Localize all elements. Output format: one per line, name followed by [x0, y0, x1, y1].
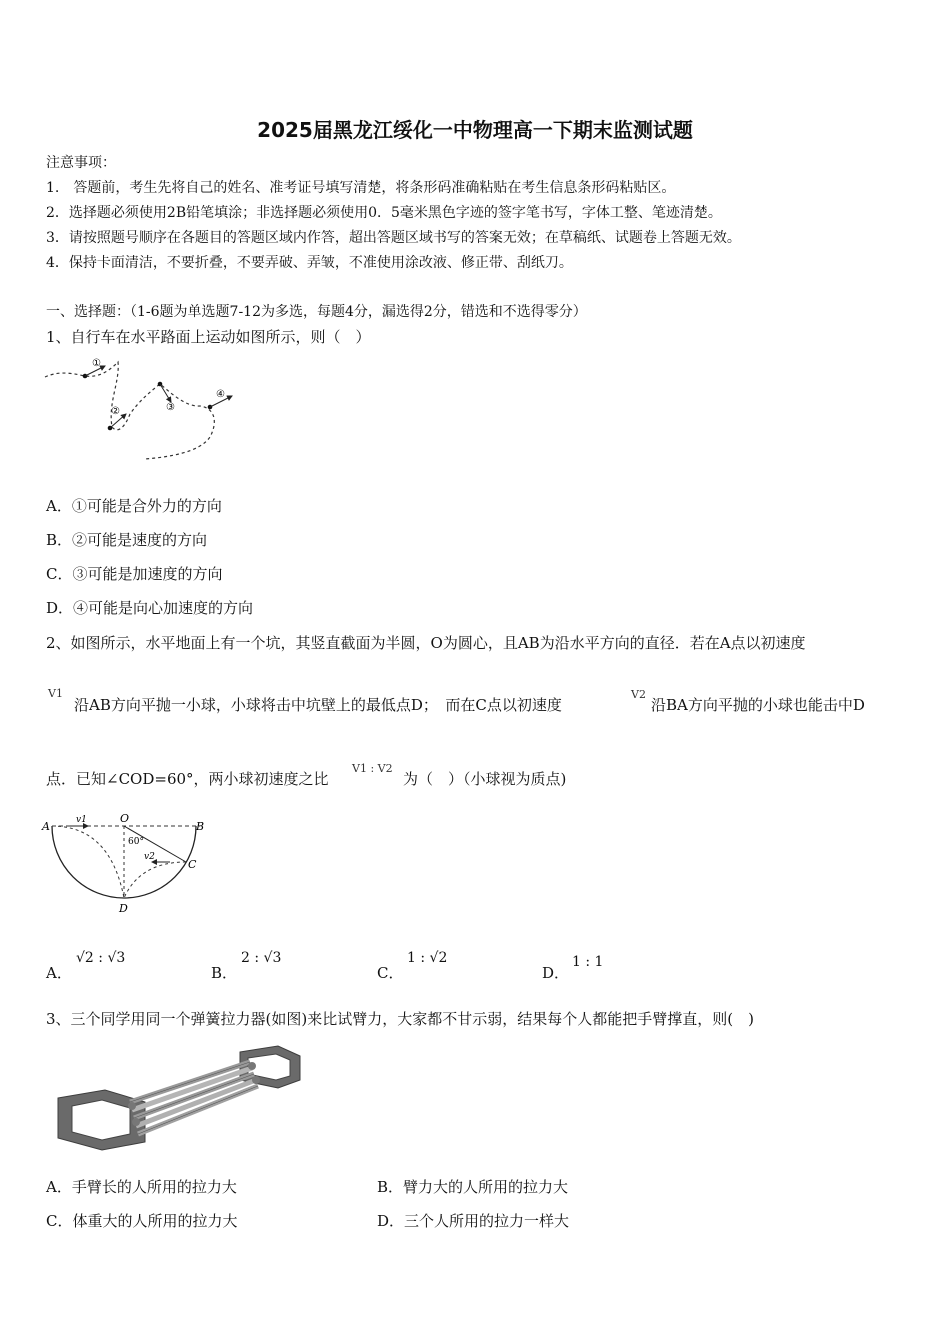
q1-option-d: D．④可能是向心加速度的方向	[46, 599, 254, 617]
q1-figure-bicycle-path	[40, 352, 250, 467]
q3-stem: 3、三个同学用同一个弹簧拉力器(如图)来比试臂力，大家都不甘示弱，结果每个人都能把手臂撑直，则( )	[46, 1010, 754, 1028]
q2-v2-symbol: V2	[631, 688, 646, 701]
q1-option-c: C．③可能是加速度的方向	[46, 565, 223, 583]
notice-item-4: 4．保持卡面清洁，不要折叠，不要弄破、弄皱，不准使用涂改液、修正带、刮纸刀。	[46, 255, 573, 271]
q2-line-3b: 为（ ）（小球视为质点)	[403, 770, 567, 788]
q2-label-v1: v1	[76, 815, 87, 825]
section-heading: 一、选择题：（1-6题为单选题7-12为多选，每题4分，漏选得2分，错选和不选得零分）	[46, 304, 587, 320]
q3-figure-spring-expander	[50, 1040, 310, 1155]
q2-option-d-letter: D．	[542, 964, 570, 982]
q2-option-c-letter: C．	[377, 964, 404, 982]
q2-figure-semicircle-pit	[40, 812, 215, 917]
q2-label-d: D	[119, 902, 128, 915]
q2-option-a-letter: A．	[46, 964, 72, 982]
q1-option-b: B．②可能是速度的方向	[46, 531, 208, 549]
q2-v1-symbol: V1	[48, 687, 63, 700]
q2-option-b-value: 2 : √3	[241, 950, 282, 966]
q2-option-a-value: √2 : √3	[76, 950, 126, 966]
q1-label-1: ①	[92, 358, 101, 369]
q2-line-2a: 沿AB方向平抛一小球，小球将击中坑壁上的最低点D； 而在C点以初速度	[74, 696, 562, 714]
page-title: 2025届黑龙江绥化一中物理高一下期末监测试题	[257, 118, 693, 142]
q1-label-2: ②	[111, 406, 120, 417]
q2-line-2b: 沿BA方向平抛的小球也能击中D	[651, 696, 865, 714]
q1-stem: 1、自行车在水平路面上运动如图所示，则（ ）	[46, 328, 371, 346]
q2-label-v2: v2	[144, 852, 155, 862]
q2-ratio-symbol: V1 : V2	[352, 762, 393, 775]
q2-label-o: O	[120, 812, 130, 825]
q2-line-1: 2、如图所示，水平地面上有一个坑，其竖直截面为半圆，O为圆心，且AB为沿水平方向的直径．若在A点以初速度	[46, 634, 806, 652]
q2-label-c: C	[188, 858, 197, 871]
q2-line-3a: 点．已知∠COD=60°，两小球初速度之比	[46, 770, 329, 788]
notice-heading: 注意事项：	[46, 155, 116, 171]
q2-label-b: B	[196, 820, 205, 833]
q1-option-a: A．①可能是合外力的方向	[46, 497, 222, 515]
q2-label-a: A	[42, 820, 50, 833]
q2-option-d-value: 1 : 1	[572, 954, 604, 970]
q2-option-c-value: 1 : √2	[407, 950, 448, 966]
q3-option-a: A．手臂长的人所用的拉力大	[46, 1178, 237, 1196]
q3-option-d: D．三个人所用的拉力一样大	[377, 1212, 570, 1230]
q1-label-3: ③	[166, 402, 175, 413]
q2-label-angle: 60°	[128, 837, 144, 847]
notice-item-3: 3．请按照题号顺序在各题目的答题区域内作答，超出答题区域书写的答案无效；在草稿纸、试题卷上答题无效。	[46, 230, 741, 246]
q3-option-b: B．臂力大的人所用的拉力大	[377, 1178, 569, 1196]
q2-option-b-letter: B．	[211, 964, 238, 982]
q1-label-4: ④	[216, 389, 225, 400]
notice-item-2: 2．选择题必须使用2B铅笔填涂；非选择题必须使用0．5毫米黑色字迹的签字笔书写，字体工整、笔迹清楚。	[46, 205, 722, 221]
notice-item-1: 1. 答题前，考生先将自己的姓名、准考证号填写清楚，将条形码准确粘贴在考生信息条形码粘贴区。	[46, 180, 676, 196]
q3-option-c: C．体重大的人所用的拉力大	[46, 1212, 238, 1230]
